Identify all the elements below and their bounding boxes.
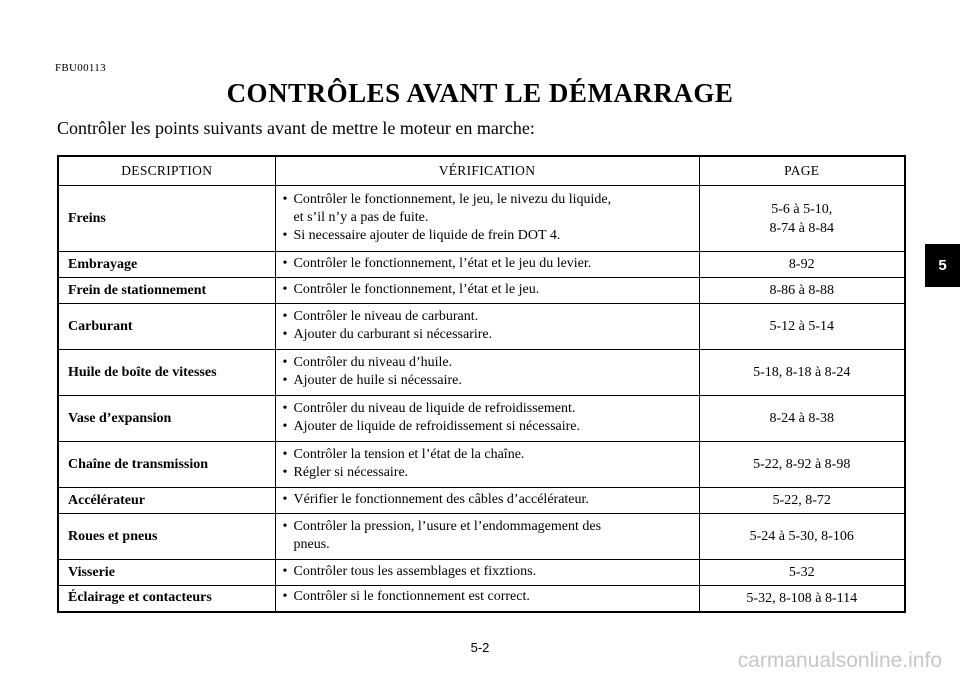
row-description: Vase d’expansion: [58, 396, 275, 442]
row-verification: [275, 586, 699, 612]
row-description: Carburant: [58, 304, 275, 350]
watermark: carmanualsonline.info: [737, 649, 942, 672]
table-row: [58, 560, 905, 586]
page-title: CONTRÔLES AVANT LE DÉMARRAGE: [226, 78, 734, 108]
row-description: Accélérateur: [58, 488, 275, 514]
checks-table: [57, 155, 906, 613]
bullet-item: • Ajouter du carburant si nécessarire.: [281, 326, 694, 344]
page-ref-line: 5-6 à 5-10,: [771, 201, 833, 217]
row-verification: [275, 488, 699, 514]
row-verification: [275, 252, 699, 278]
chapter-tab: 5: [925, 244, 960, 287]
table-row: [58, 304, 905, 350]
bullet-item: • Contrôler le fonctionnement, l’état et le jeu.: [281, 281, 694, 299]
row-description: Visserie: [58, 560, 275, 586]
table-row: [58, 252, 905, 278]
row-verification: [275, 560, 699, 586]
page-number: 5-2: [470, 640, 490, 655]
table-header-row: [58, 156, 905, 186]
bullet-item: • Contrôler si le fonctionnement est correct.: [281, 588, 694, 606]
table-row: [58, 278, 905, 304]
header-verification: VÉRIFICATION: [275, 156, 699, 186]
row-description: Frein de stationnement: [58, 278, 275, 304]
row-page: 5-22, 8-92 à 8-98: [699, 442, 905, 488]
row-verification: [275, 304, 699, 350]
table-row: [58, 442, 905, 488]
table-row: [58, 186, 905, 252]
row-page: 8-92: [699, 252, 905, 278]
header-description: DESCRIPTION: [58, 156, 275, 186]
document-code: FBU00113: [55, 62, 106, 74]
row-verification: [275, 514, 699, 560]
table-row: [58, 488, 905, 514]
bullet-item: • Ajouter de huile si nécessaire.: [281, 372, 694, 390]
table-row: [58, 350, 905, 396]
row-description: Huile de boîte de vitesses: [58, 350, 275, 396]
table-row: [58, 396, 905, 442]
bullet-item: • Contrôler du niveau d’huile.: [281, 354, 694, 372]
row-page: 5-22, 8-72: [699, 488, 905, 514]
header-page: PAGE: [699, 156, 905, 186]
bullet-item: • Contrôler le fonctionnement, le jeu, le nivezu du liquide,: [281, 191, 694, 209]
row-description: Embrayage: [58, 252, 275, 278]
intro-text: Contrôler les points suivants avant de mettre le moteur en marche:: [57, 118, 535, 138]
row-verification: [275, 442, 699, 488]
row-page: 5-32, 8-108 à 8-114: [699, 586, 905, 612]
bullet-item: • Ajouter de liquide de refroidissement si nécessaire.: [281, 418, 694, 436]
table-row: [58, 586, 905, 612]
row-description: Éclairage et contacteurs: [58, 586, 275, 612]
row-verification: [275, 350, 699, 396]
bullet-item: • Contrôler le fonctionnement, l’état et le jeu du levier.: [281, 255, 694, 273]
bullet-item: • Contrôler la tension et l’état de la chaîne.: [281, 446, 694, 464]
bullet-continuation: et s’il n’y a pas de fuite.: [293, 209, 429, 225]
bullet-item: • Contrôler la pression, l’usure et l’endommagement des: [281, 518, 694, 536]
bullet-item: • Contrôler du niveau de liquide de refroidissement.: [281, 400, 694, 418]
row-description: Chaîne de transmission: [58, 442, 275, 488]
row-page: [699, 186, 905, 252]
row-verification: [275, 396, 699, 442]
row-page: 5-18, 8-18 à 8-24: [699, 350, 905, 396]
row-page: 8-86 à 8-88: [699, 278, 905, 304]
table-row: [58, 514, 905, 560]
bullet-item: • Régler si nécessaire.: [281, 464, 694, 482]
bullet-item: • Contrôler le niveau de carburant.: [281, 308, 694, 326]
bullet-item: • Contrôler tous les assemblages et fixztions.: [281, 563, 694, 581]
row-page: 5-12 à 5-14: [699, 304, 905, 350]
row-description: Freins: [58, 186, 275, 252]
row-page: 8-24 à 8-38: [699, 396, 905, 442]
row-description: Roues et pneus: [58, 514, 275, 560]
row-verification: [275, 278, 699, 304]
row-verification: [275, 186, 699, 252]
page-ref-line: 8-74 à 8-84: [769, 220, 835, 236]
row-page: 5-32: [699, 560, 905, 586]
row-page: 5-24 à 5-30, 8-106: [699, 514, 905, 560]
bullet-continuation: pneus.: [293, 536, 330, 552]
bullet-item: • Vérifier le fonctionnement des câbles d’accélérateur.: [281, 491, 694, 509]
bullet-item: • Si necessaire ajouter de liquide de frein DOT 4.: [281, 227, 694, 245]
